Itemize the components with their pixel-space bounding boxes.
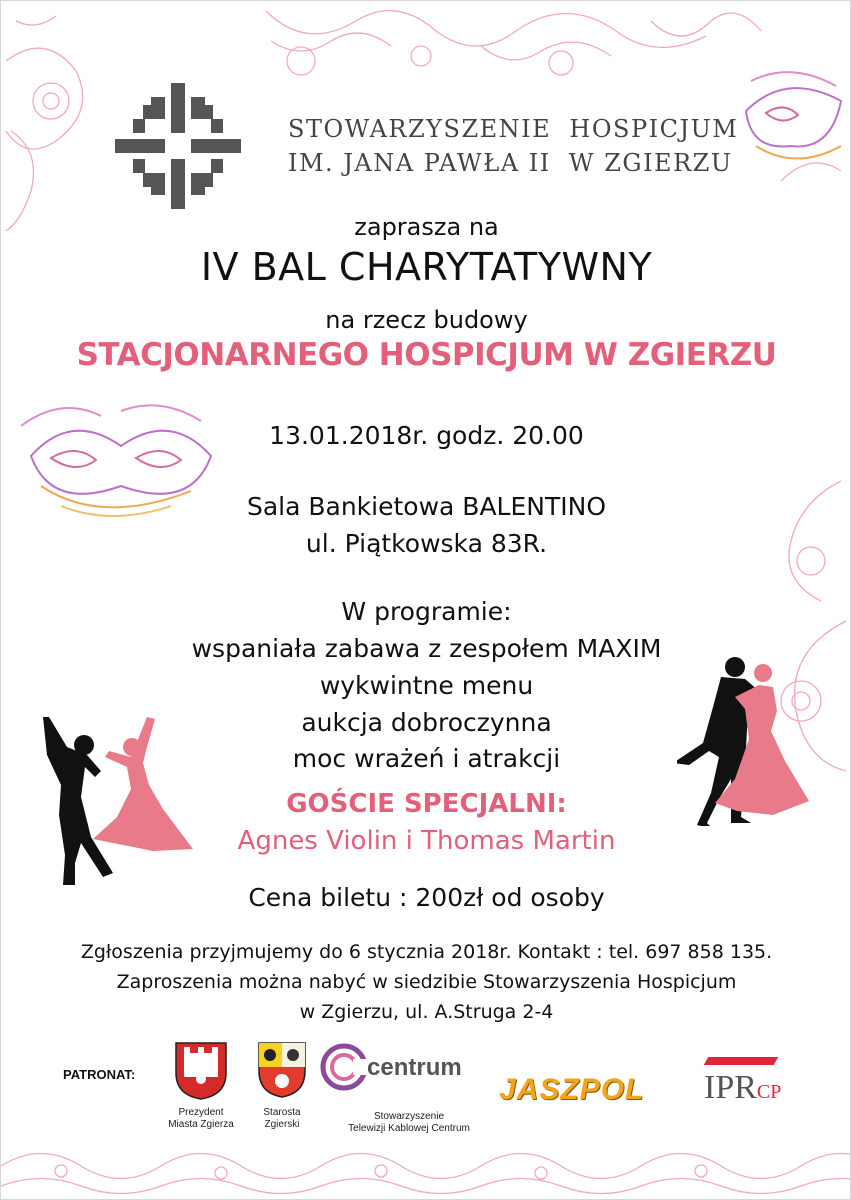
- contact-line: w Zgierzu, ul. A.Struga 2-4: [299, 1001, 554, 1023]
- venue-address: ul. Piątkowska 83R.: [305, 529, 548, 558]
- cp-logo-text: CP: [756, 1081, 782, 1103]
- dancing-couple-icon: [39, 713, 199, 888]
- special-guests-heading: GOŚCIE SPECJALNI:: [286, 789, 567, 819]
- centrum-logo: [319, 1041, 369, 1093]
- venue-name: Sala Bankietowa BALENTINO: [246, 492, 607, 521]
- logo-caption-line: Telewizji Kablowej Centrum: [348, 1123, 470, 1134]
- ticket-price: Cena biletu : 200zł od osoby: [248, 883, 605, 912]
- logo-caption: [159, 1107, 243, 1131]
- event-datetime: 13.01.2018r. godz. 20.00: [269, 421, 584, 450]
- cause-heading: STACJONARNEGO HOSPICJUM W ZGIERZU: [76, 337, 777, 373]
- logo-caption-line: Zgierski: [264, 1119, 300, 1130]
- logo-caption-line: Prezydent: [178, 1107, 224, 1118]
- ipr-logo-text: IPR: [704, 1069, 757, 1106]
- jaszpol-logo: JASZPOL: [499, 1073, 645, 1106]
- event-title: IV BAL CHARYTATYWNY: [200, 245, 653, 289]
- carnival-mask-icon: [736, 61, 850, 176]
- purpose-text: na rzecz budowy: [325, 306, 528, 334]
- program-item: wspaniała zabawa z zespołem MAXIM: [191, 634, 662, 663]
- organization-name-line2: IM. JANA PAWŁA II W ZGIERZU: [288, 149, 733, 177]
- logo-caption-line: Miasta Zgierza: [168, 1119, 234, 1130]
- ipr-logo-stripe: [704, 1057, 779, 1065]
- program-item: aukcja dobroczynna: [301, 708, 552, 737]
- centrum-brand-text: centrum: [367, 1054, 462, 1081]
- invite-intro: zaprasza na: [354, 213, 499, 241]
- contact-line: Zgłoszenia przyjmujemy do 6 stycznia 2018r. Kontakt : tel. 697 858 135.: [80, 941, 773, 963]
- patronat-label: PATRONAT:: [63, 1067, 136, 1082]
- logo-caption-line: Stowarzyszenie: [373, 1111, 445, 1122]
- program-item: moc wrażeń i atrakcji: [292, 744, 561, 773]
- hospice-cross-logo: [115, 83, 241, 209]
- contact-line: Zaproszenia można nabyć w siedzibie Stowarzyszenia Hospicjum: [116, 971, 737, 993]
- special-guests-names: Agnes Violin i Thomas Martin: [237, 826, 616, 856]
- city-coat-of-arms-icon: [174, 1041, 228, 1101]
- county-coat-of-arms-icon: [257, 1041, 307, 1099]
- program-heading: W programie:: [341, 597, 512, 626]
- logo-caption: [246, 1107, 318, 1131]
- logo-caption-line: Starosta: [263, 1107, 301, 1118]
- logo-caption: [319, 1111, 499, 1135]
- organization-name-line1: STOWARZYSZENIE HOSPICJUM: [288, 115, 739, 143]
- dancing-couple-icon: [677, 651, 827, 826]
- program-item: wykwintne menu: [319, 671, 534, 700]
- iprcp-logo: [704, 1069, 781, 1107]
